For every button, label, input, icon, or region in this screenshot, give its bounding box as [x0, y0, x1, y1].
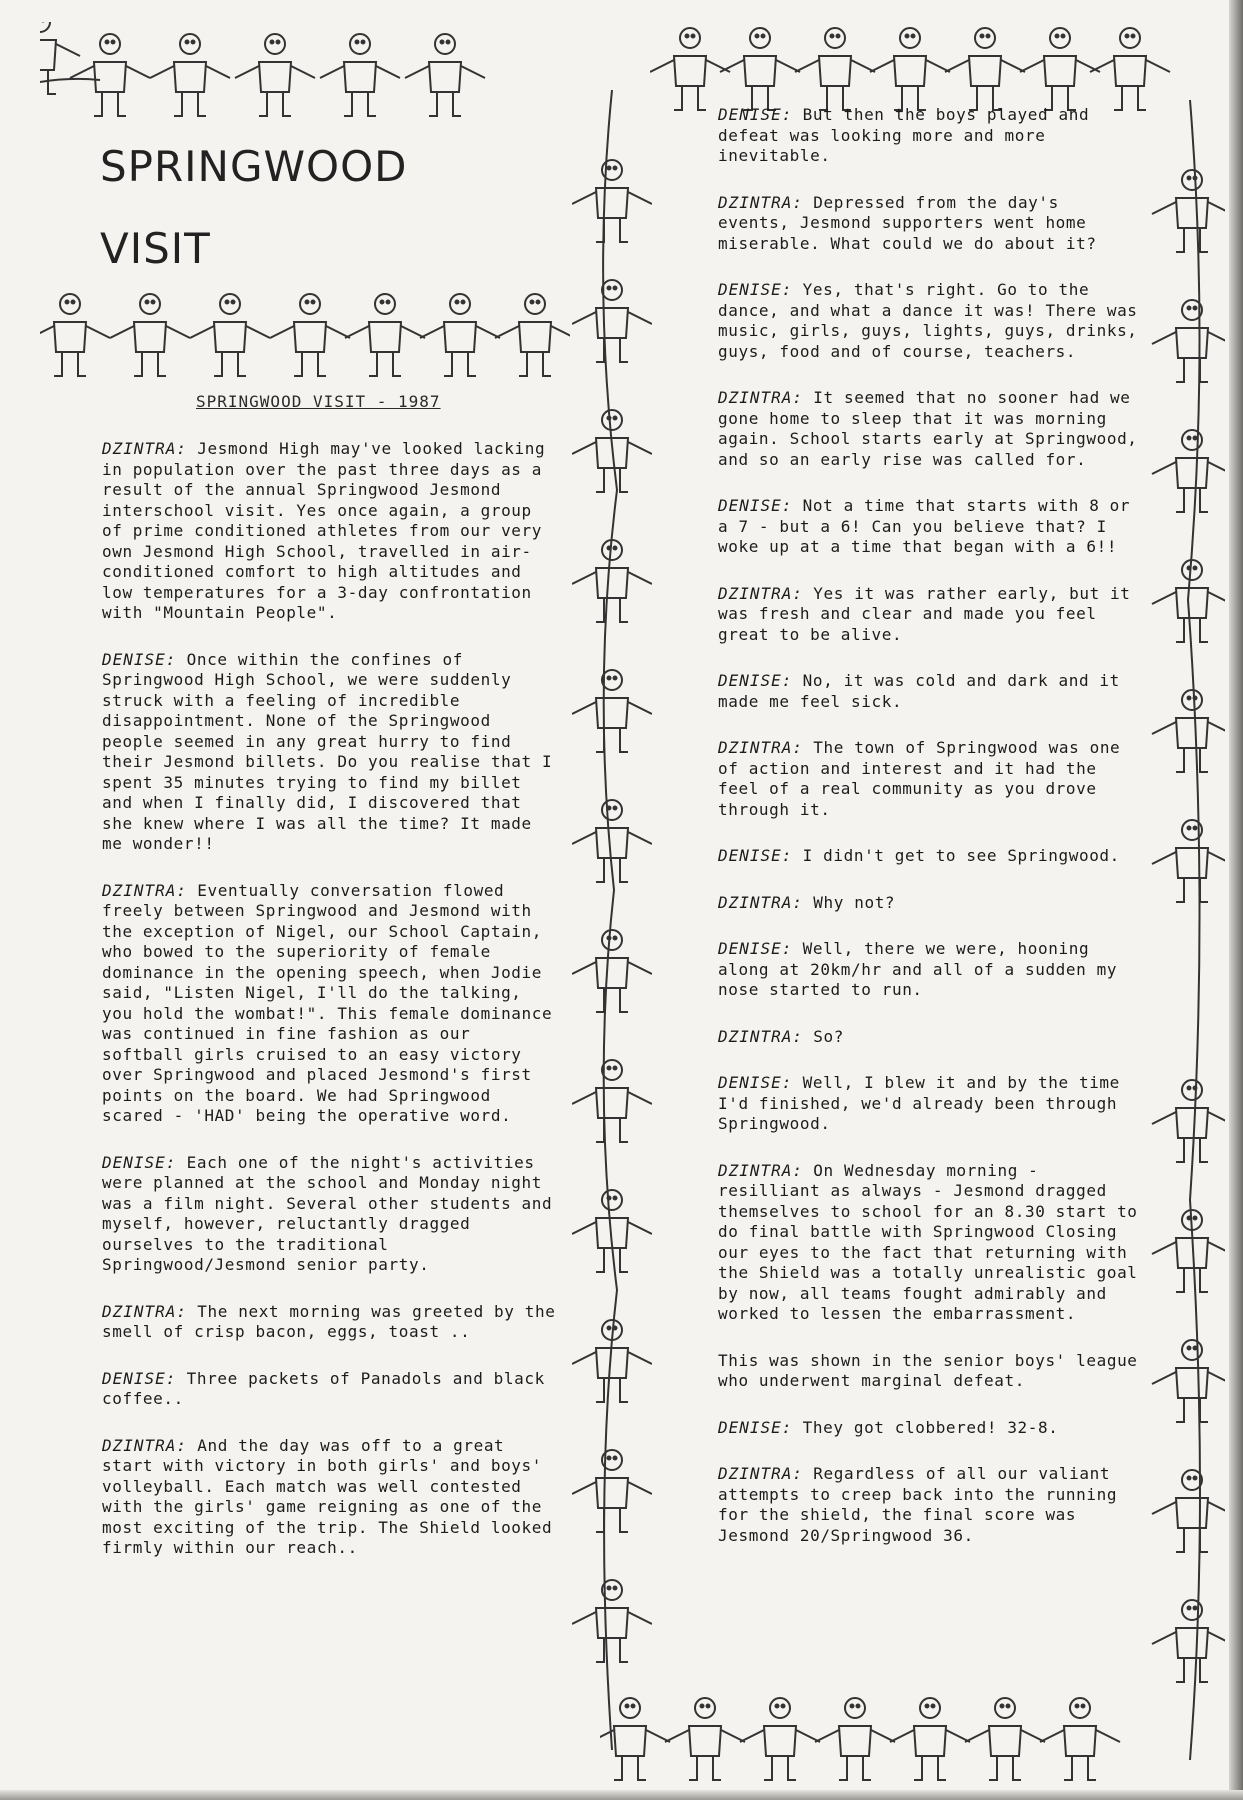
speaker-label: DZINTRA:	[102, 439, 188, 458]
paragraph-text: Jesmond High may've looked lacking in population over the past three days as a result of the annual Springwood Jesmond interschool visit. Yes once again, a group of prime conditioned athletes from our very own Jesmond High School, travelled in air-conditioned comfort to high altitudes and low temperatures for a 3-day confrontation with "Mountain People".	[102, 439, 546, 622]
paragraph	[102, 1302, 562, 1343]
paragraph	[102, 439, 562, 624]
paragraph-text: I didn't get to see Springwood.	[802, 846, 1120, 865]
paper-doll-figures-icon	[600, 1686, 1160, 1796]
paragraph-text: Once within the confines of Springwood High School, we were suddenly struck with a feeling of incredible disappointment. None of the Springwood people seemed in any great hurry to find their Jesmond billets. Do you realise that I spent 35 minutes trying to find my billet and when I finally did, I discovered that she knew where I was all the time? It made me wonder!!	[102, 649, 553, 853]
page-title-line1: SPRINGWOOD	[100, 142, 408, 191]
paragraph-text: Eventually conversation flowed freely between Springwood and Jesmond with the exception of Nigel, our School Captain, who bowed to the superiority of female dominance in the opening speech, when Jodie said, "Listen Nigel, I'll do the talking, you hold the wombat!". This female dominance was continued in fine fashion as our softball girls cruised to an easy victory over Springwood and placed Jesmond's first points on the board. We had Springwood scared - 'HAD' being the operative word.	[102, 880, 553, 1125]
speaker-label: DZINTRA:	[718, 192, 804, 212]
paragraph	[102, 1153, 562, 1276]
paragraph-text: This was shown in the senior boys' league who underwent marginal defeat.	[718, 1350, 1138, 1390]
paragraph	[718, 1464, 1138, 1546]
right-column	[718, 105, 1138, 1572]
paragraph	[718, 1418, 1138, 1439]
speaker-label: DZINTRA:	[102, 1435, 188, 1455]
speaker-label: DENISE:	[718, 671, 793, 690]
paragraph	[718, 1351, 1138, 1392]
paragraph	[102, 881, 562, 1127]
paper-doll-figures-icon	[572, 90, 652, 1750]
paper-doll-figures-icon	[1150, 100, 1225, 1760]
paragraph-text: Depressed from the day's events, Jesmond supporters went home miserable. What could we do about it?	[718, 192, 1097, 253]
paragraph-text: They got clobbered! 32-8.	[802, 1417, 1059, 1437]
paragraph	[718, 280, 1138, 362]
speaker-label: DZINTRA:	[718, 388, 804, 407]
paragraph-text: So?	[813, 1026, 844, 1046]
paragraph-text: Not a time that starts with 8 or a 7 - but a 6! Can you believe that? I woke up at a time that began with a 6!!	[718, 496, 1131, 556]
speaker-label: DZINTRA:	[718, 738, 804, 757]
speaker-label: DZINTRA:	[102, 1301, 188, 1321]
paragraph	[718, 846, 1138, 867]
paragraph	[718, 193, 1138, 255]
paragraph	[718, 496, 1138, 558]
paper-doll-figures-icon	[40, 22, 500, 122]
paragraph-text: Well, I blew it and by the time I'd finished, we'd already been through Springwood.	[718, 1073, 1120, 1133]
paragraph	[718, 939, 1138, 1001]
paragraph-text: Well, there we were, hooning along at 20km/hr and all of a sudden my nose started to run.	[718, 939, 1118, 999]
article-subtitle: SPRINGWOOD VISIT - 1987	[196, 392, 441, 411]
speaker-label: DENISE:	[102, 1368, 177, 1388]
paragraph-text: But then the boys played and defeat was looking more and more inevitable.	[718, 105, 1090, 165]
paragraph	[102, 650, 562, 855]
speaker-label: DENISE:	[718, 280, 793, 299]
figure-chain-top-right	[650, 16, 1210, 116]
speaker-label: DENISE:	[102, 1152, 177, 1172]
speaker-label: DENISE:	[718, 496, 793, 515]
speaker-label: DZINTRA:	[718, 1026, 804, 1046]
paragraph	[718, 671, 1138, 712]
paragraph-text: The town of Springwood was one of action and interest and it had the feel of a real community as you drove through it.	[718, 738, 1121, 819]
paper-doll-figures-icon	[40, 282, 570, 382]
paragraph	[718, 1161, 1138, 1325]
paragraph	[718, 738, 1138, 820]
page-bottom-shadow	[0, 1790, 1243, 1800]
paragraph-text: It seemed that no sooner had we gone home to sleep that it was morning again. School starts early at Springwood, and so an early rise was called for.	[718, 388, 1138, 469]
figure-chain-under-title	[40, 282, 570, 382]
figure-chain-vertical-right	[1150, 100, 1225, 1760]
paragraph	[718, 1073, 1138, 1135]
paragraph-text: On Wednesday morning - resilliant as always - Jesmond dragged themselves to school for an 8.30 start to do final battle with Springwood Closing our eyes to the fact that returning with the Shield was a totally unrealistic goal by now, all teams fought admirably and worked to lessen the embarrassment.	[718, 1160, 1138, 1323]
paper-doll-figures-icon	[650, 16, 1210, 116]
paragraph-text: Why not?	[813, 892, 896, 912]
speaker-label: DENISE:	[718, 105, 793, 124]
paragraph	[718, 388, 1138, 470]
paragraph-text: Each one of the night's activities were planned at the school and Monday night was a film night. Several other students and myself, however, reluctantly dragged ourselves to the traditional Springwood/Jesmond senior party.	[102, 1152, 553, 1274]
paragraph	[102, 1436, 562, 1559]
paragraph	[718, 1027, 1138, 1048]
left-column	[102, 439, 562, 1585]
speaker-label: DENISE:	[718, 846, 793, 865]
paragraph-text: Yes it was rather early, but it was fresh and clear and made you feel great to be alive.	[718, 583, 1131, 644]
speaker-label: DENISE:	[102, 649, 177, 669]
paragraph-text: Yes, that's right. Go to the dance, and what a dance it was! There was music, girls, guys, lights, guys, drinks, guys, food and of course, teachers.	[718, 280, 1138, 361]
paragraph	[718, 584, 1138, 646]
figure-chain-top-left	[40, 22, 500, 122]
paragraph	[718, 105, 1138, 167]
page-edge-shadow	[1229, 0, 1243, 1800]
paragraph-text: Three packets of Panadols and black coffee..	[102, 1368, 545, 1408]
speaker-label: DZINTRA:	[102, 880, 188, 900]
speaker-label: DENISE:	[718, 1417, 793, 1437]
page-title-line2: VISIT	[100, 224, 211, 273]
paragraph-text: And the day was off to a great start with victory in both girls' and boys' volleyball. Each match was well contested with the girls' game reigning as one of the most exciting of the trip. The Shield looked firmly within our reach..	[102, 1435, 553, 1557]
paragraph-text: No, it was cold and dark and it made me feel sick.	[718, 671, 1120, 711]
speaker-label: DZINTRA:	[718, 1160, 804, 1180]
speaker-label: DZINTRA:	[718, 583, 804, 603]
figure-chain-vertical-middle	[572, 90, 652, 1750]
figure-chain-bottom	[600, 1686, 1160, 1796]
paragraph	[102, 1369, 562, 1410]
paragraph-text: Regardless of all our valiant attempts to creep back into the running for the shield, the final score was Jesmond 20/Springwood 36.	[718, 1464, 1118, 1545]
speaker-label: DZINTRA:	[718, 1464, 804, 1483]
speaker-label: DENISE:	[718, 1073, 793, 1092]
speaker-label: DZINTRA:	[718, 892, 804, 912]
speaker-label: DENISE:	[718, 939, 793, 958]
paragraph-text: The next morning was greeted by the smell of crisp bacon, eggs, toast ..	[102, 1301, 556, 1341]
paragraph	[718, 893, 1138, 914]
